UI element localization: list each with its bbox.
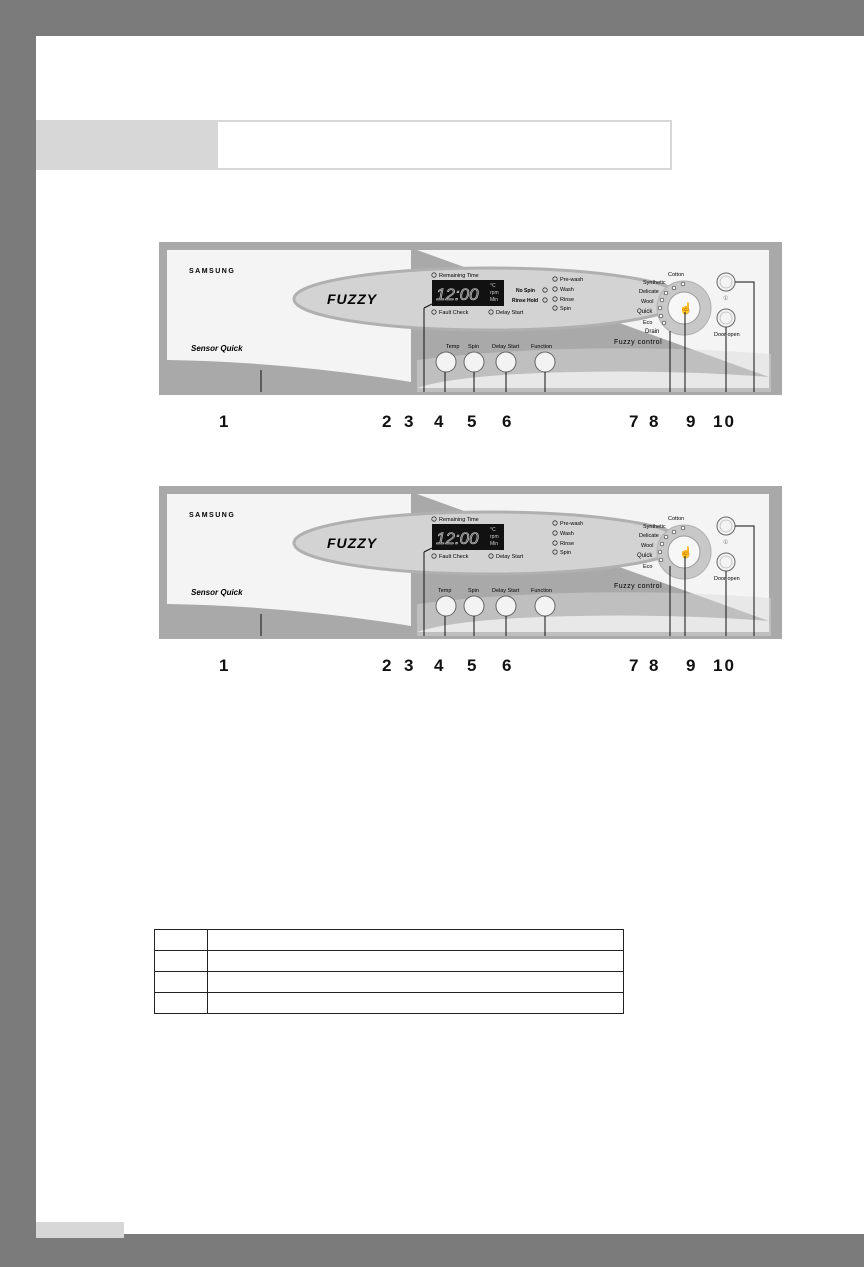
stage-spin: Spin [560,306,572,312]
fault-check-label: Fault Check [439,310,469,316]
program-cotton: Cotton [668,516,685,522]
power-icon: ① [723,540,729,546]
delay-start-button-label: Delay Start [492,344,520,350]
brand-label: SAMSUNG [189,512,236,519]
program-quick: Quick [637,553,653,559]
control-panel-figure-1 [159,242,782,395]
callout-9: 9 [686,412,696,431]
program-delicate: Delicate [639,289,659,295]
spin-label: Spin [468,588,480,594]
unit-min: Min [490,541,499,547]
program-quick: Quick [637,309,653,315]
model-label: Sensor Quick [191,588,243,597]
unit-celsius: °C [490,527,496,533]
spin-button[interactable] [464,352,484,372]
spec-table [154,929,624,1014]
callout-2: 2 [382,656,392,675]
program-wool: Wool [641,543,654,549]
callout-2: 2 [382,412,392,431]
fault-check-label: Fault Check [439,554,469,560]
rinse-hold-label: Rinse Hold [512,298,539,304]
program-drain: Drain [645,329,660,335]
function-label: Function [531,588,553,594]
program-cotton: Cotton [668,272,685,278]
unit-min: Min [490,297,499,303]
spin-button[interactable] [464,596,484,616]
callout-3: 3 [404,412,414,431]
table-row [155,993,624,1014]
stage-rinse: Rinse [560,541,575,547]
delay-start-label: Delay Start [496,310,524,316]
header-tab [36,120,216,170]
program-synthetic: Synthetic [643,524,666,530]
temp-label: Temp [438,588,452,594]
delay-start-button-label: Delay Start [492,588,520,594]
dial-hand-icon: ☝ [679,303,693,315]
callout-4: 4 [434,412,444,431]
fuzzy-control-label: Fuzzy control [614,583,663,590]
program-delicate: Delicate [639,533,659,539]
callout-5: 5 [467,656,477,675]
fuzzy-control-label: Fuzzy control [614,339,663,346]
callout-3: 3 [404,656,414,675]
callout-6: 6 [502,656,512,675]
program-eco: Eco [643,564,653,570]
manual-page [36,36,864,1234]
callout-1: 1 [219,412,229,431]
function-button[interactable] [535,596,555,616]
footer-tab [36,1222,124,1238]
table-row [155,951,624,972]
stage-spin: Spin [560,550,572,556]
spin-label: Spin [468,344,480,350]
callout-7: 7 [629,412,639,431]
stage-prewash: Pre-wash [560,277,584,283]
no-spin-label: No Spin [516,288,535,294]
temp-button[interactable] [436,352,456,372]
stage-wash: Wash [560,287,574,293]
stage-wash: Wash [560,531,574,537]
delay-start-button[interactable] [496,352,516,372]
program-wool: Wool [641,299,654,305]
function-button[interactable] [535,352,555,372]
unit-celsius: °C [490,283,496,289]
function-label: Function [531,344,553,350]
delay-start-button[interactable] [496,596,516,616]
callout-8: 8 [649,412,659,431]
unit-rpm: rpm [490,534,499,540]
display-time: 12:00 [436,285,479,304]
header-title-box [216,120,672,170]
callout-8: 8 [649,656,659,675]
door-open-label: Door open [714,332,740,338]
temp-label: Temp [446,344,460,350]
stage-rinse: Rinse [560,297,575,303]
callout-5: 5 [467,412,477,431]
fuzzy-logo: FUZZY [327,291,378,307]
door-open-label: Door open [714,576,740,582]
callout-4: 4 [434,656,444,675]
program-eco: Eco [643,320,653,326]
unit-rpm: rpm [490,290,499,296]
fuzzy-logo: FUZZY [327,535,378,551]
callout-7: 7 [629,656,639,675]
callout-6: 6 [502,412,512,431]
table-row [155,930,624,951]
temp-button[interactable] [436,596,456,616]
program-synthetic: Synthetic [643,280,666,286]
callout-9: 9 [686,656,696,675]
callout-1: 1 [219,656,229,675]
power-icon: ① [723,296,729,302]
model-label: Sensor Quick [191,344,243,353]
callout-10: 10 [713,656,736,675]
delay-start-label: Delay Start [496,554,524,560]
brand-label: SAMSUNG [189,268,236,275]
display-time: 12:00 [436,529,479,548]
control-panel-figure-2 [159,486,782,639]
callout-10: 10 [713,412,736,431]
stage-prewash: Pre-wash [560,521,584,527]
remaining-time-label: Remaining Time [439,273,479,279]
remaining-time-label: Remaining Time [439,517,479,523]
table-row [155,972,624,993]
dial-hand-icon: ☝ [679,547,693,559]
